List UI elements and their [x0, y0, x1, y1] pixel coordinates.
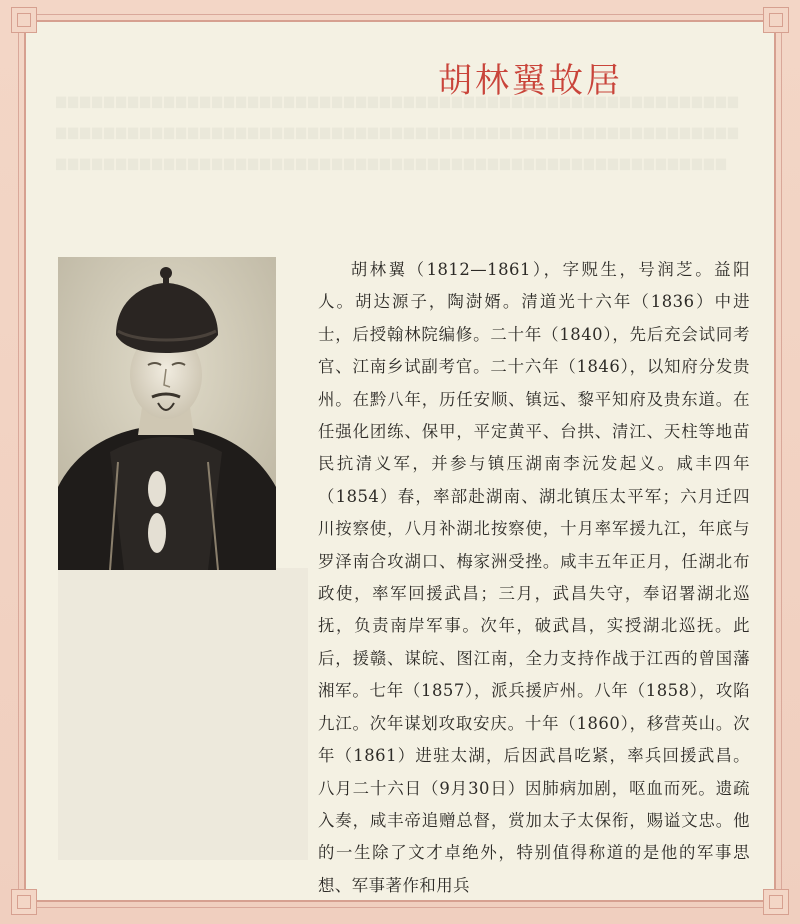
frame-corner-ornament [763, 889, 789, 915]
frame-corner-ornament [11, 889, 37, 915]
page-title: 胡林翼故居 [438, 61, 623, 101]
portrait-image [58, 257, 276, 570]
show-through-texture: ▆▆▆▆▆▆▆▆▆▆▆▆▆▆▆▆▆▆▆▆▆▆▆▆▆▆▆▆▆▆▆▆▆▆▆▆▆▆▆▆▆▆▆▆▆▆▆▆▆▆▆▆▆▆▆▆▆▆▆▆▆▆▆▆▆▆▆▆▆▆▆▆▆▆▆▆▆▆▆▆▆▆▆▆▆▆▆▆▆▆▆▆▆▆▆▆▆▆▆▆▆▆▆▆▆▆▆▆▆▆▆▆▆▆▆▆▆▆▆▆▆▆▆▆▆▆▆▆▆▆▆▆▆▆▆▆▆▆▆▆▆▆▆▆▆▆▆▆▆▆▆▆▆▆▆▆▆▆▆▆▆▆▆▆▆▆▆▆▆▆ [56, 94, 740, 171]
frame-corner-ornament [11, 7, 37, 33]
biography-text: 胡林翼（1812—1861），字贶生，号润芝。益阳人。胡达源子，陶澍婿。清道光十六年（1836）中进士，后授翰林院编修。二十年（1840），先后充会试同考官、江南乡试副考官。二十六年（1846），以知府分发贵州。在黔八年，历任安顺、镇远、黎平知府及贵东道。在任强化团练、保甲，平定黄平、台拱、清江、天柱等地苗民抗清义军，并参与镇压湖南李沅发起义。咸丰四年（1854）春，率部赴湖南、湖北镇压太平军；六月迁四川按察使，八月补湖北按察使，十月率军援九江，年底与罗泽南合攻湖口、梅家洲受挫。咸丰五年正月，任湖北布政使，率军回援武昌；三月，武昌失守，奉诏署湖北巡抚，负责南岸军事。次年，破武昌，实授湖北巡抚。此后，援赣、谋皖、图江南，全力支持作战于江西的曾国藩湘军。七年（1857），派兵援庐州。八年（1858），攻陷九江。次年谋划攻取安庆。十年（1860），移营英山。次年（1861）进驻太湖，后因武昌吃紧，率兵回援武昌。八月二十六日（9月30日）因肺病加剧，呕血而死。遗疏入奏，咸丰帝追赠总督，赏加太子太保衔，赐谥文忠。他的一生除了文才卓绝外，特别值得称道的是他的军事思想、军事著作和用兵 [318, 260, 750, 895]
frame-corner-ornament [763, 7, 789, 33]
portrait-shadow-block [58, 568, 308, 860]
